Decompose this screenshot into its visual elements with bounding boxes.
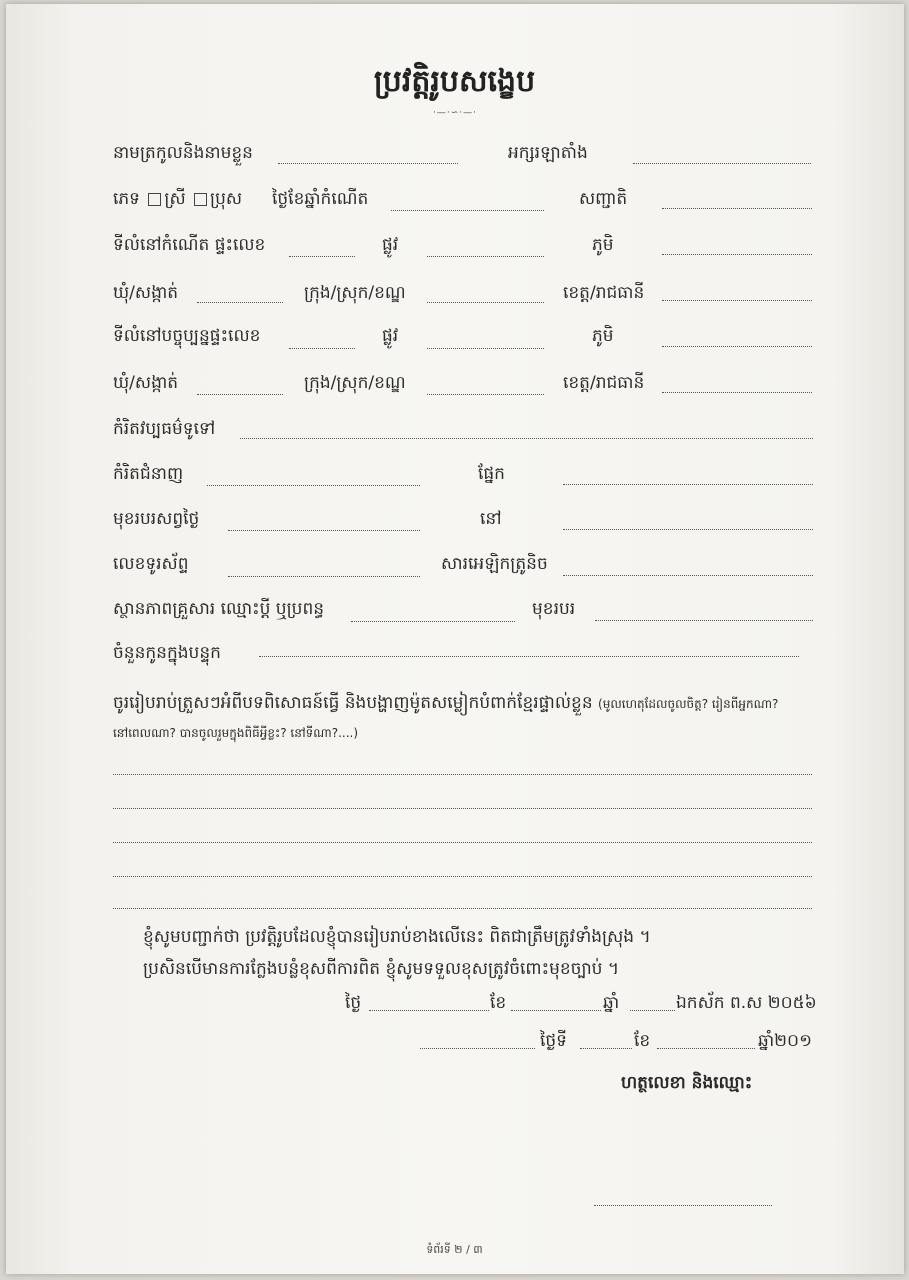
birth-village-label: ភូមិ [592, 235, 614, 255]
name-label: នាមត្រកូលនិងនាមខ្លួន [113, 143, 253, 163]
dob-field[interactable] [391, 210, 544, 211]
current-street-label: ផ្លូវ [382, 326, 399, 346]
current-province-field[interactable] [662, 392, 812, 393]
date1-era: ឯកស័ក ព.ស ២០៥៦ [676, 993, 817, 1013]
answer-line-2[interactable] [113, 808, 812, 809]
specialty-label: កំរិតជំនាញ [113, 464, 184, 484]
spouse-occupation-field[interactable] [595, 620, 813, 621]
workplace-label: នៅ [480, 509, 502, 529]
birth-district-label: ក្រុង/ស្រុក/ខណ្ឌ [304, 283, 406, 303]
answer-line-4[interactable] [113, 876, 812, 877]
current-house-field[interactable] [289, 348, 355, 349]
latin-name-field[interactable] [633, 163, 811, 164]
children-field[interactable] [259, 656, 799, 657]
field-label: ផ្នែក [478, 464, 505, 484]
spouse-name-field[interactable] [351, 621, 515, 622]
phone-field[interactable] [228, 576, 420, 577]
signature-label: ហត្ថលេខា និងឈ្មោះ [621, 1073, 753, 1093]
current-house-label: ទីលំនៅបច្ចុប្បន្នផ្ទះលេខ [113, 326, 261, 346]
current-street-field[interactable] [427, 348, 544, 349]
current-district-field[interactable] [427, 394, 544, 395]
date1-day-label: ថ្ងៃ [345, 993, 362, 1013]
date2-month-label: ខែ [634, 1031, 651, 1051]
experience-hint-2: នៅពេលណា? បានចូលរួមក្នុងពិធីអ្វីខ្លះ? នៅទីណា?....) [113, 726, 359, 740]
current-village-field[interactable] [662, 346, 812, 347]
answer-line-5[interactable] [113, 908, 812, 909]
male-label: ប្រុស [210, 189, 243, 209]
current-commune-label: ឃុំ/សង្កាត់ [113, 373, 179, 393]
experience-prompt [113, 692, 778, 717]
birth-village-field[interactable] [662, 254, 812, 255]
date1-month-label: ខែ [490, 993, 507, 1013]
date2-place-field[interactable] [420, 1048, 535, 1049]
birth-province-label: ខេត្ត/រាជធានី [563, 283, 645, 303]
field-input[interactable] [563, 484, 813, 485]
education-label: កំរិតវប្បធម៌ទូទៅ [113, 419, 216, 439]
date1-year-label: ឆ្នាំ [603, 993, 620, 1013]
answer-line-1[interactable] [113, 774, 812, 775]
experience-hint-1: (មូលហេតុដែលចូលចិត្ត? រៀនពីអ្នកណា? [598, 697, 779, 711]
date1-day-field[interactable] [369, 1010, 489, 1011]
birth-street-field[interactable] [427, 256, 544, 257]
birth-commune-label: ឃុំ/សង្កាត់ [113, 283, 179, 303]
email-field[interactable] [563, 575, 813, 576]
date1-month-field[interactable] [511, 1010, 601, 1011]
education-field[interactable] [240, 438, 813, 439]
current-province-label: ខេត្ត/រាជធានី [563, 373, 645, 393]
answer-line-3[interactable] [113, 842, 812, 843]
birthplace-house-label: ទីលំនៅកំណើត ផ្ទះលេខ [113, 235, 266, 255]
female-checkbox[interactable] [148, 193, 161, 206]
workplace-field[interactable] [563, 529, 813, 530]
current-job-field[interactable] [228, 530, 420, 531]
female-label: ស្រី [164, 189, 186, 209]
signature-field[interactable] [594, 1205, 772, 1206]
date2-day-field[interactable] [580, 1048, 632, 1049]
phone-label: លេខទូរស័ព្ទ [113, 554, 189, 574]
specialty-field[interactable] [207, 485, 420, 486]
birth-province-field[interactable] [662, 300, 812, 301]
gender-group [113, 188, 242, 213]
date2-year-label: ឆ្នាំ២០១ [758, 1031, 812, 1051]
birth-street-label: ផ្លូវ [382, 235, 399, 255]
birth-commune-field[interactable] [197, 302, 283, 303]
current-job-label: មុខរបរសព្វថ្ងៃ [113, 509, 200, 529]
declaration-line-1: ខ្ញុំសូមបញ្ជាក់ថា ប្រវត្តិរូបដែលខ្ញុំបានរៀបរាប់ខាងលើនេះ ពិតជាត្រឹមត្រូវទាំងស្រុង ។ [143, 927, 651, 947]
experience-prompt-main: ចូររៀបរាប់ត្រួសៗអំពីបទពិសោធន៍ធ្វើ និងបង្ហាញម៉ូតសម្លៀកបំពាក់ខ្មែរផ្ទាល់ខ្លួន [113, 693, 593, 713]
spouse-occupation-label: មុខរបរ [532, 599, 576, 619]
current-village-label: ភូមិ [592, 326, 614, 346]
email-label: សារអេឡិកត្រូនិច [441, 554, 548, 574]
page-title: ប្រវត្តិរូបសង្ខេប [373, 64, 536, 99]
birth-district-field[interactable] [427, 302, 544, 303]
title-ornament: ·—·∽·—· [433, 108, 477, 118]
children-label: ចំនួនកូនក្នុងបន្ទុក [113, 643, 221, 663]
male-checkbox[interactable] [194, 193, 207, 206]
name-field[interactable] [278, 163, 458, 164]
dob-label: ថ្ងៃខែឆ្នាំកំណើត [272, 189, 369, 209]
birth-house-field[interactable] [289, 256, 355, 257]
page-number: ទំព័រទី ២ / ៣ [426, 1243, 483, 1256]
date2-day-label: ថ្ងៃទី [540, 1031, 567, 1051]
date1-year-field[interactable] [630, 1010, 675, 1011]
family-status-label: ស្ថានភាពគ្រួសារ ឈ្មោះប្តី ឬប្រពន្ធ [113, 599, 325, 619]
declaration-line-2: ប្រសិនបើមានការក្លែងបន្លំខុសពីការពិត ខ្ញុំសូមទទួលខុសត្រូវចំពោះមុខច្បាប់ ។ [143, 959, 620, 979]
current-commune-field[interactable] [197, 394, 283, 395]
current-district-label: ក្រុង/ស្រុក/ខណ្ឌ [304, 373, 406, 393]
nationality-label: សញ្ជាតិ [579, 189, 628, 209]
nationality-field[interactable] [662, 208, 812, 209]
date2-month-field[interactable] [657, 1048, 755, 1049]
gender-label: ភេទ [113, 189, 140, 209]
latin-label: អក្សរឡាតាំង [508, 143, 588, 163]
